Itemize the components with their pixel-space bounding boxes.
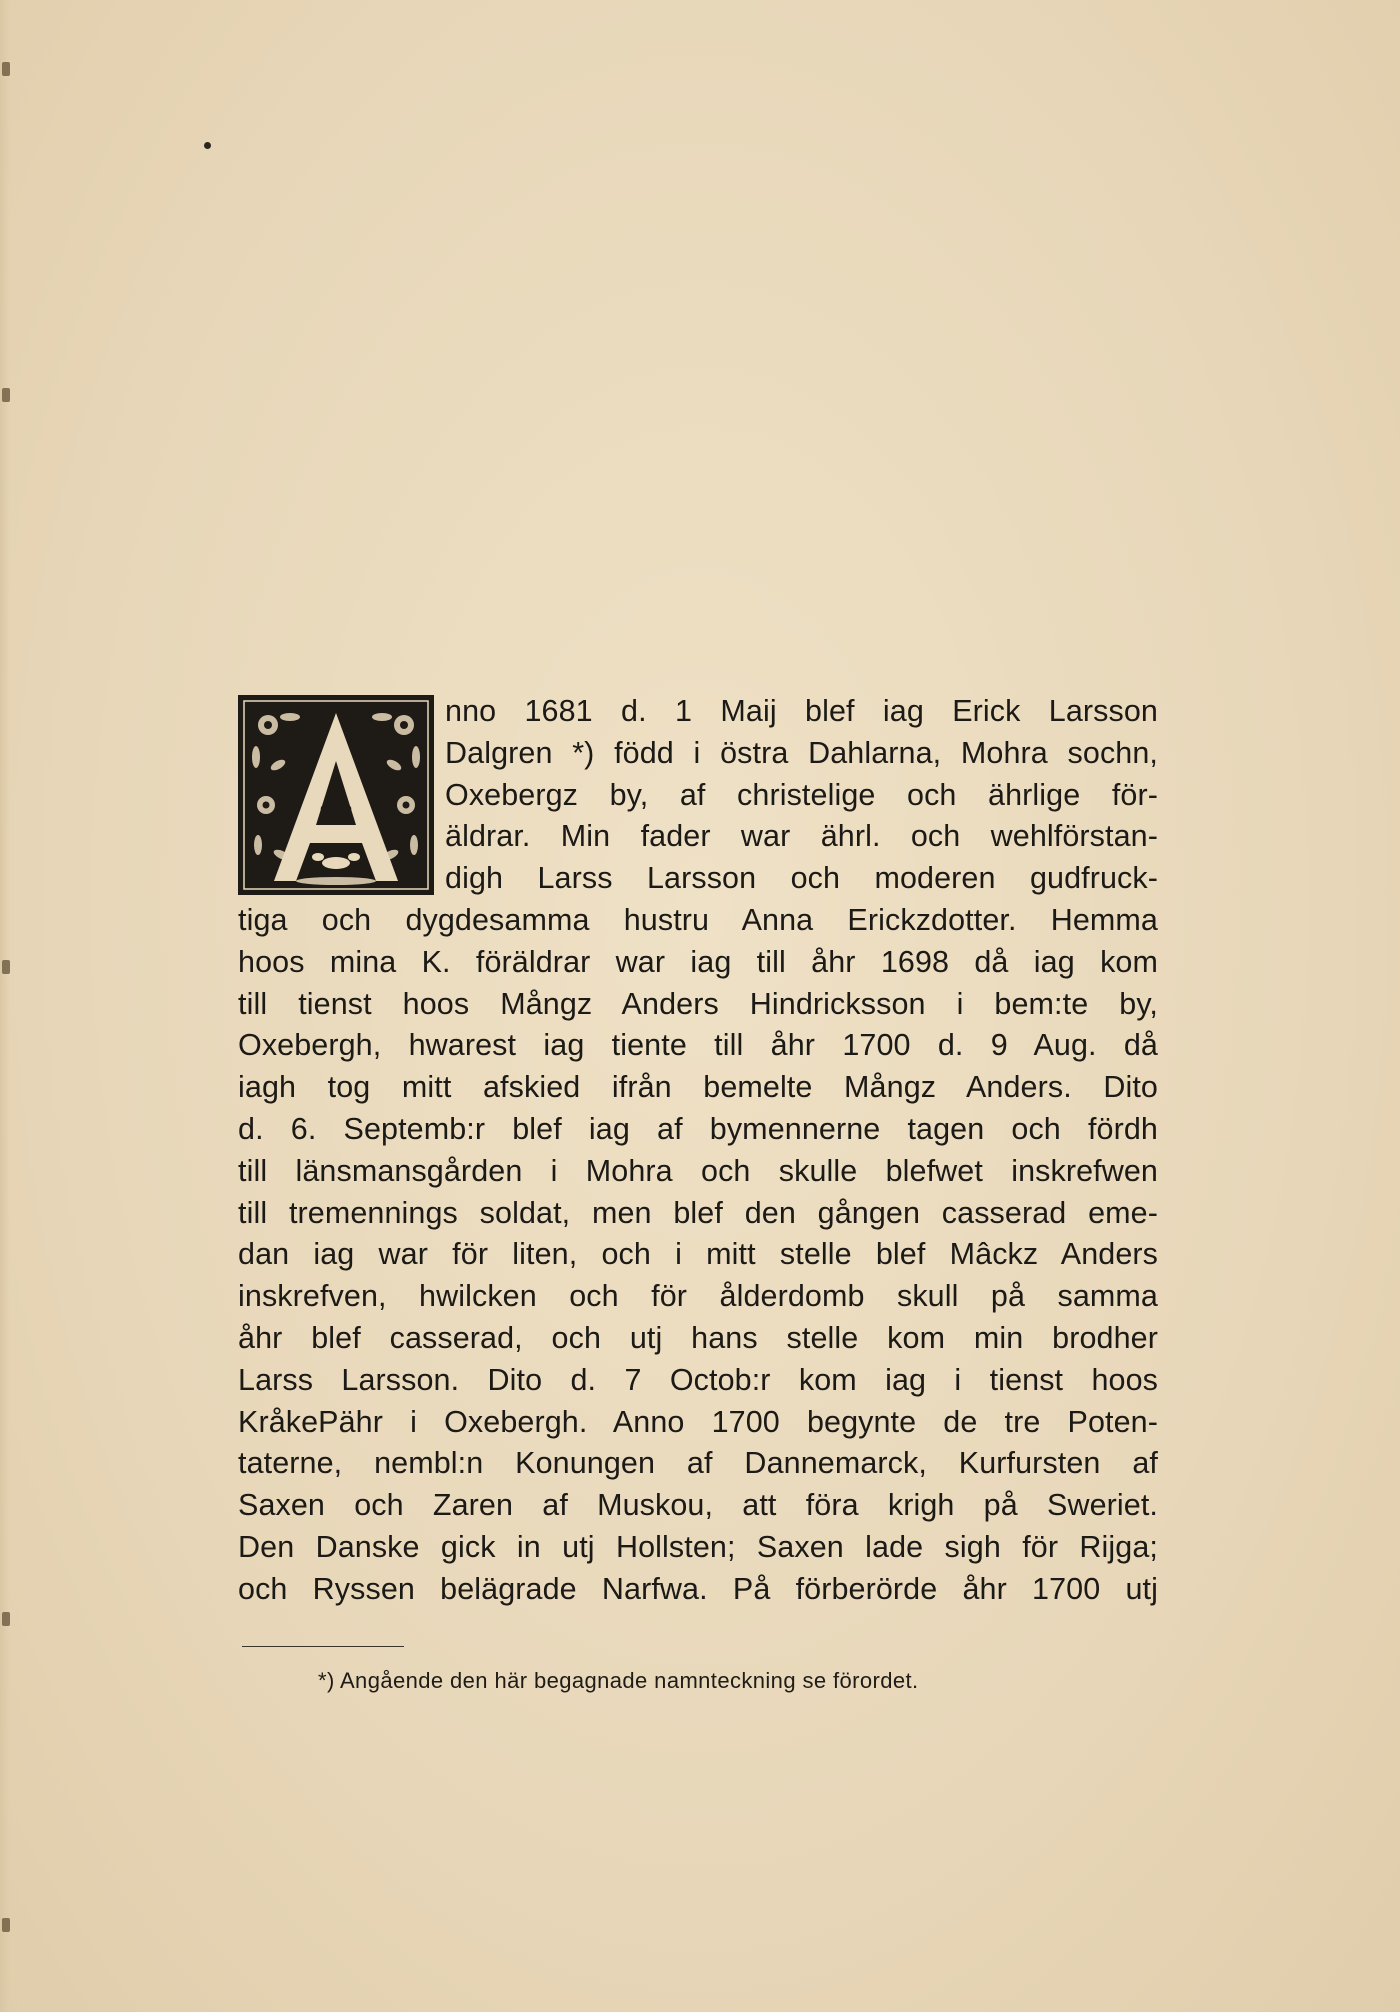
footnote-rule xyxy=(242,1646,404,1647)
ornamental-initial-a xyxy=(238,695,434,895)
text-line: iagh tog mitt afskied ifrån bemelte Mångz Anders. Dito xyxy=(238,1070,1158,1105)
ornamental-initial-a-icon xyxy=(238,695,434,895)
footnote: *) Angående den här begagnade namnteckning se förordet. xyxy=(318,1668,919,1693)
ink-dot xyxy=(204,142,211,149)
text-line: till tremennings soldat, men blef den gången casserad eme- xyxy=(238,1195,1158,1230)
text-line: äldrar. Min fader war ährl. och wehlförstan- xyxy=(445,819,1158,854)
margin-mark xyxy=(2,388,10,402)
text-line: taterne, nembl:n Konungen af Dannemarck, Kurfursten af xyxy=(238,1446,1158,1481)
margin-mark xyxy=(2,960,10,974)
text-line: till länsmansgården i Mohra och skulle blefwet inskrefwen xyxy=(238,1153,1158,1188)
text-line: tiga och dygdesamma hustru Anna Erickzdotter. Hemma xyxy=(238,902,1158,937)
text-line: Oxebergh, hwarest iag tiente till åhr 1700 d. 9 Aug. då xyxy=(238,1028,1158,1063)
text-line: inskrefven, hwilcken och för ålderdomb skull på samma xyxy=(238,1279,1158,1314)
text-line: Oxebergz by, af christelige och ährlige för- xyxy=(445,777,1158,812)
text-line: Saxen och Zaren af Muskou, att föra krigh på Sweriet. xyxy=(238,1488,1158,1523)
text-line: Larss Larsson. Dito d. 7 Octob:r kom iag i tienst hoos xyxy=(238,1362,1158,1397)
text-line: åhr blef casserad, och utj hans stelle kom min brodher xyxy=(238,1320,1158,1355)
text-line: d. 6. Septemb:r blef iag af bymennerne tagen och fördh xyxy=(238,1111,1158,1146)
dropcap-paragraph xyxy=(238,691,1158,900)
dropcap-lines xyxy=(445,691,1158,900)
text-line: KråkePähr i Oxebergh. Anno 1700 begynte de tre Poten- xyxy=(238,1404,1158,1439)
margin-mark xyxy=(2,1612,10,1626)
text-line: dan iag war för liten, och i mitt stelle blef Mâckz Anders xyxy=(238,1237,1158,1272)
margin-mark xyxy=(2,1918,10,1932)
margin-mark xyxy=(2,62,10,76)
text-line: Dalgren *) född i östra Dahlarna, Mohra sochn, xyxy=(445,735,1158,770)
text-line: och Ryssen belägrade Narfwa. På förberörde åhr 1700 utj xyxy=(238,1571,1158,1606)
text-line: hoos mina K. föräldrar war iag till åhr 1698 då iag kom xyxy=(238,944,1158,979)
text-line: Den Danske gick in utj Hollsten; Saxen lade sigh för Rijga; xyxy=(238,1529,1158,1564)
text-line: digh Larss Larsson och moderen gudfruck- xyxy=(445,861,1158,896)
page-edge-shadow xyxy=(0,0,10,2012)
text-line: till tienst hoos Mångz Anders Hindricksson i bem:te by, xyxy=(238,986,1158,1021)
text-line: nno 1681 d. 1 Maij blef iag Erick Larsson xyxy=(445,694,1158,728)
main-text xyxy=(238,691,1158,1611)
body-paragraph xyxy=(238,900,1158,1611)
